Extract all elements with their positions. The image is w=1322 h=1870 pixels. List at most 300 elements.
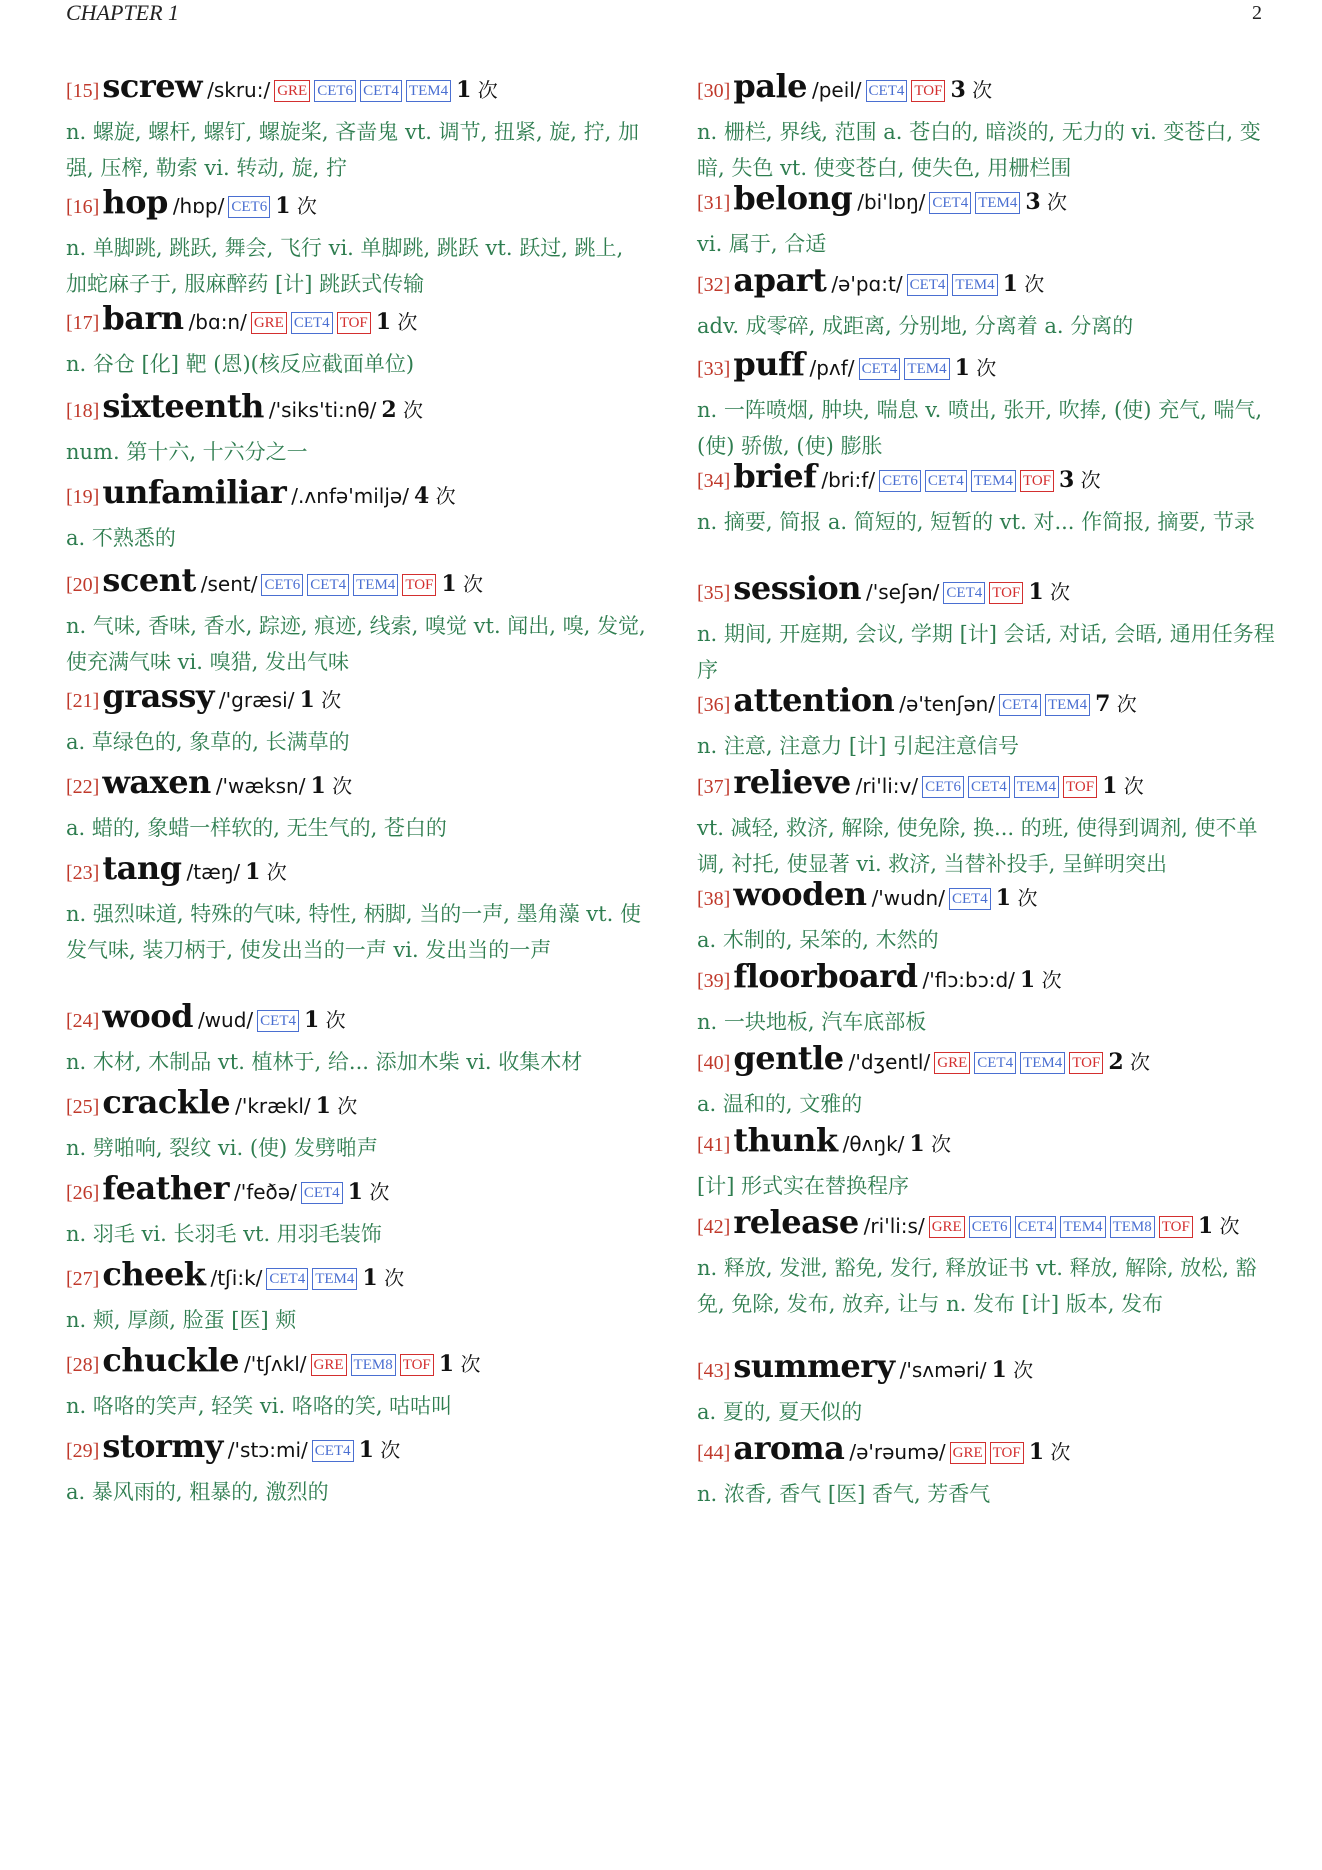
count-unit: 次 bbox=[456, 572, 484, 596]
word-entry bbox=[66, 846, 646, 968]
definition: n. 咯咯的笑声, 轻笑 vi. 咯咯的笑, 咕咕叫 bbox=[66, 1394, 453, 1418]
count-unit: 次 bbox=[1011, 886, 1038, 910]
entry-index: [43] bbox=[697, 1360, 731, 1382]
exam-tag: GRE bbox=[311, 1354, 347, 1376]
count-unit: 次 bbox=[1123, 1050, 1150, 1074]
headword: feather bbox=[102, 1169, 229, 1207]
exam-tag: TEM8 bbox=[1110, 1216, 1155, 1238]
count-number: 1 bbox=[375, 309, 392, 335]
word-entry bbox=[697, 258, 1277, 344]
occurrence-count bbox=[991, 1358, 1033, 1382]
phonetic: /bi'lɒŋ/ bbox=[857, 190, 926, 214]
entry-headline bbox=[697, 872, 1277, 922]
occurrence-count bbox=[996, 886, 1038, 910]
definition: vi. 属于, 合适 bbox=[697, 232, 827, 256]
count-number: 1 bbox=[245, 859, 261, 885]
word-entry bbox=[66, 994, 646, 1080]
word-entry bbox=[66, 64, 646, 186]
word-entry bbox=[697, 1344, 1277, 1430]
count-number: 3 bbox=[950, 77, 966, 103]
exam-tag: CET4 bbox=[1015, 1216, 1057, 1238]
count-number: 1 bbox=[347, 1179, 363, 1205]
exam-tag: TEM4 bbox=[971, 470, 1016, 492]
entry-index: [38] bbox=[697, 888, 731, 910]
occurrence-count bbox=[299, 688, 341, 712]
occurrence-count bbox=[310, 774, 352, 798]
entry-headline bbox=[697, 1036, 1277, 1086]
exam-tag: CET4 bbox=[999, 694, 1041, 716]
occurrence-count bbox=[359, 1438, 401, 1462]
headword: scent bbox=[102, 561, 196, 599]
count-unit: 次 bbox=[290, 194, 317, 218]
entry-index: [39] bbox=[697, 970, 731, 992]
headword: screw bbox=[102, 67, 203, 105]
occurrence-count bbox=[1198, 1214, 1240, 1238]
occurrence-count bbox=[1028, 580, 1070, 604]
entry-index: [21] bbox=[66, 690, 100, 712]
phonetic: /'flɔ:bɔ:d/ bbox=[922, 968, 1015, 992]
definition: n. 释放, 发泄, 豁免, 发行, 释放证书 vt. 释放, 解除, 放松, 豁免, 免除, 发布, 放弃, 让与 n. 发布 [计] 版本, 发布 bbox=[697, 1256, 1257, 1316]
headword: thunk bbox=[733, 1121, 838, 1159]
count-unit: 次 bbox=[373, 1438, 401, 1462]
entry-headline bbox=[697, 1200, 1277, 1250]
entry-headline bbox=[697, 566, 1277, 616]
count-number: 1 bbox=[310, 773, 326, 799]
entry-index: [19] bbox=[66, 486, 100, 508]
exam-tag: TEM4 bbox=[1060, 1216, 1105, 1238]
count-unit: 次 bbox=[1006, 1358, 1034, 1382]
exam-tag: TOF bbox=[400, 1354, 434, 1376]
exam-tag: CET6 bbox=[879, 470, 921, 492]
exam-tag: CET4 bbox=[907, 274, 949, 296]
word-entry bbox=[697, 954, 1277, 1040]
entry-headline bbox=[66, 1252, 646, 1302]
entry-headline bbox=[697, 454, 1277, 504]
word-entry bbox=[66, 1166, 646, 1252]
phonetic: /pʌf/ bbox=[809, 356, 855, 380]
occurrence-count bbox=[348, 1180, 390, 1204]
exam-tag: CET4 bbox=[291, 312, 333, 334]
entry-index: [18] bbox=[66, 400, 100, 422]
entry-index: [37] bbox=[697, 776, 731, 798]
definition: a. 夏的, 夏天似的 bbox=[697, 1400, 863, 1424]
phonetic: /ri'li:s/ bbox=[863, 1214, 925, 1238]
headword: waxen bbox=[102, 763, 211, 801]
definition: num. 第十六, 十六分之一 bbox=[66, 440, 308, 464]
count-number: 1 bbox=[275, 193, 291, 219]
headword: grassy bbox=[102, 677, 214, 715]
headword: hop bbox=[102, 183, 168, 221]
word-entry bbox=[66, 558, 646, 680]
occurrence-count bbox=[1059, 468, 1101, 492]
word-entry bbox=[697, 454, 1277, 540]
exam-tag: CET6 bbox=[922, 776, 964, 798]
count-unit: 次 bbox=[391, 310, 418, 334]
exam-tag: TOF bbox=[1063, 776, 1097, 798]
headword: cheek bbox=[102, 1255, 206, 1293]
exam-tag: TEM8 bbox=[351, 1354, 396, 1376]
count-unit: 次 bbox=[1117, 774, 1144, 798]
phonetic: /'stɔ:mi/ bbox=[227, 1438, 308, 1462]
count-unit: 次 bbox=[362, 1180, 390, 1204]
word-entry bbox=[697, 872, 1277, 958]
word-entry bbox=[66, 1252, 646, 1338]
phonetic: /'feðə/ bbox=[233, 1180, 297, 1204]
count-number: 1 bbox=[358, 1437, 374, 1463]
entry-index: [28] bbox=[66, 1354, 100, 1376]
entry-index: [35] bbox=[697, 582, 731, 604]
occurrence-count bbox=[1095, 692, 1137, 716]
count-number: 3 bbox=[1025, 189, 1041, 215]
count-number: 1 bbox=[1028, 579, 1044, 605]
entry-headline bbox=[66, 994, 646, 1044]
phonetic: /tæŋ/ bbox=[186, 860, 241, 884]
entry-headline bbox=[66, 846, 646, 896]
definition: n. 强烈味道, 特殊的气味, 特性, 柄脚, 当的一声, 墨角藻 vt. 使发气味, 装刀柄于, 使发出当的一声 vi. 发出当的一声 bbox=[66, 902, 641, 962]
entry-index: [34] bbox=[697, 470, 731, 492]
phonetic: /'sʌməri/ bbox=[899, 1358, 987, 1382]
word-entry bbox=[66, 1338, 646, 1424]
headword: barn bbox=[102, 299, 184, 337]
definition: a. 暴风雨的, 粗暴的, 激烈的 bbox=[66, 1480, 329, 1504]
exam-tag: CET4 bbox=[968, 776, 1010, 798]
word-entry bbox=[66, 470, 646, 556]
occurrence-count bbox=[439, 1352, 481, 1376]
exam-tag: TEM4 bbox=[1020, 1052, 1065, 1074]
count-number: 1 bbox=[299, 687, 315, 713]
phonetic: /'tʃʌkl/ bbox=[244, 1352, 307, 1376]
exam-tag: TOF bbox=[1159, 1216, 1193, 1238]
exam-tag: TEM4 bbox=[1014, 776, 1059, 798]
exam-tag: TOF bbox=[989, 582, 1023, 604]
running-head bbox=[66, 0, 1262, 26]
exam-tag: CET4 bbox=[266, 1268, 308, 1290]
entry-index: [30] bbox=[697, 80, 731, 102]
definition: n. 一阵喷烟, 肿块, 喘息 v. 喷出, 张开, 吹捧, (使) 充气, 喘气, (使) 骄傲, (使) 膨胀 bbox=[697, 398, 1263, 458]
exam-tag: GRE bbox=[251, 312, 287, 334]
entry-headline bbox=[697, 1344, 1277, 1394]
occurrence-count bbox=[316, 1094, 358, 1118]
occurrence-count bbox=[1102, 774, 1144, 798]
definition: n. 谷仓 [化] 靶 (恩)(核反应截面单位) bbox=[66, 352, 415, 376]
exam-tag: GRE bbox=[274, 80, 310, 102]
phonetic: /'græsi/ bbox=[218, 688, 295, 712]
definition: n. 期间, 开庭期, 会议, 学期 [计] 会话, 对话, 会晤, 通用任务程序 bbox=[697, 622, 1275, 682]
occurrence-count bbox=[950, 78, 992, 102]
count-number: 1 bbox=[441, 571, 457, 597]
phonetic: /'wæksn/ bbox=[215, 774, 306, 798]
entry-index: [22] bbox=[66, 776, 100, 798]
phonetic: /θʌŋk/ bbox=[842, 1132, 905, 1156]
count-number: 4 bbox=[413, 483, 430, 509]
count-unit: 次 bbox=[1017, 272, 1045, 296]
exam-tag: TEM4 bbox=[406, 80, 451, 102]
exam-tag: TOF bbox=[1020, 470, 1054, 492]
occurrence-count bbox=[1003, 272, 1045, 296]
entry-index: [16] bbox=[66, 196, 100, 218]
definition: n. 螺旋, 螺杆, 螺钉, 螺旋桨, 吝啬鬼 vt. 调节, 扭紧, 旋, 拧, 加强, 压榨, 勒索 vi. 转动, 旋, 拧 bbox=[66, 120, 640, 180]
entry-headline bbox=[66, 64, 646, 114]
definition: n. 浓香, 香气 [医] 香气, 芳香气 bbox=[697, 1482, 991, 1506]
entry-index: [40] bbox=[697, 1052, 731, 1074]
exam-tag: GRE bbox=[934, 1052, 970, 1074]
count-unit: 次 bbox=[429, 484, 456, 508]
headword: crackle bbox=[102, 1083, 231, 1121]
definition: adv. 成零碎, 成距离, 分别地, 分离着 a. 分离的 bbox=[697, 314, 1134, 338]
headword: summery bbox=[733, 1347, 895, 1385]
word-entry bbox=[697, 566, 1277, 688]
word-entry bbox=[66, 1424, 646, 1510]
word-entry bbox=[66, 180, 646, 302]
phonetic: /'siks'ti:nθ/ bbox=[268, 398, 377, 422]
count-number: 1 bbox=[1197, 1213, 1214, 1239]
exam-tag: CET4 bbox=[866, 80, 908, 102]
entry-headline bbox=[697, 760, 1277, 810]
count-number: 3 bbox=[1059, 467, 1075, 493]
count-number: 2 bbox=[381, 397, 397, 423]
word-entry bbox=[66, 674, 646, 760]
exam-tag: GRE bbox=[929, 1216, 965, 1238]
occurrence-count bbox=[441, 572, 483, 596]
exam-tag: TOF bbox=[337, 312, 371, 334]
headword: wood bbox=[102, 997, 193, 1035]
phonetic: /ri'li:v/ bbox=[855, 774, 919, 798]
exam-tag: CET6 bbox=[261, 574, 303, 596]
headword: pale bbox=[733, 67, 807, 105]
word-entry bbox=[697, 176, 1277, 262]
occurrence-count bbox=[1025, 190, 1067, 214]
occurrence-count bbox=[1020, 968, 1062, 992]
count-number: 1 bbox=[995, 885, 1012, 911]
exam-tag: GRE bbox=[950, 1442, 986, 1464]
exam-tag: CET4 bbox=[925, 470, 967, 492]
count-unit: 次 bbox=[1043, 580, 1070, 604]
count-unit: 次 bbox=[969, 356, 997, 380]
entry-headline bbox=[697, 954, 1277, 1004]
exam-tag: CET4 bbox=[312, 1440, 354, 1462]
word-entry bbox=[697, 1426, 1277, 1512]
entry-headline bbox=[697, 64, 1277, 114]
headword: puff bbox=[733, 345, 805, 383]
exam-tag: TOF bbox=[911, 80, 945, 102]
headword: chuckle bbox=[102, 1341, 240, 1379]
definition: n. 羽毛 vi. 长羽毛 vt. 用羽毛装饰 bbox=[66, 1222, 382, 1246]
count-number: 1 bbox=[1019, 967, 1036, 993]
phonetic: /'dʒentl/ bbox=[848, 1050, 931, 1074]
occurrence-count bbox=[245, 860, 287, 884]
definition: vt. 减轻, 救济, 解除, 使免除, 换... 的班, 使得到调剂, 使不单调, 衬托, 使显著 vi. 救济, 当替补投手, 呈鲜明突出 bbox=[697, 816, 1258, 876]
definition: a. 蜡的, 象蜡一样软的, 无生气的, 苍白的 bbox=[66, 816, 447, 840]
headword: attention bbox=[733, 681, 895, 719]
headword: wooden bbox=[733, 875, 867, 913]
entry-index: [44] bbox=[697, 1442, 731, 1464]
count-unit: 次 bbox=[396, 398, 424, 422]
occurrence-count bbox=[909, 1132, 951, 1156]
definition: n. 气味, 香味, 香水, 踪迹, 痕迹, 线索, 嗅觉 vt. 闻出, 嗅, 发觉, 使充满气味 vi. 嗅猎, 发出气味 bbox=[66, 614, 646, 674]
exam-tag: TOF bbox=[990, 1442, 1024, 1464]
occurrence-count bbox=[304, 1008, 346, 1032]
phonetic: /'wudn/ bbox=[871, 886, 945, 910]
entry-index: [24] bbox=[66, 1010, 100, 1032]
headword: tang bbox=[102, 849, 182, 887]
word-entry bbox=[697, 1200, 1277, 1322]
entry-index: [15] bbox=[66, 80, 100, 102]
entry-index: [27] bbox=[66, 1268, 100, 1290]
entry-headline bbox=[697, 342, 1277, 392]
count-unit: 次 bbox=[314, 688, 342, 712]
definition: a. 不熟悉的 bbox=[66, 526, 176, 550]
phonetic: /ə'pɑ:t/ bbox=[831, 272, 903, 296]
word-entry bbox=[66, 1080, 646, 1166]
entry-headline bbox=[697, 1118, 1277, 1168]
phonetic: /'krækl/ bbox=[235, 1094, 311, 1118]
exam-tag: TEM4 bbox=[312, 1268, 357, 1290]
entry-index: [25] bbox=[66, 1096, 100, 1118]
count-unit: 次 bbox=[377, 1266, 405, 1290]
count-number: 7 bbox=[1095, 691, 1111, 717]
definition: [计] 形式实在替换程序 bbox=[697, 1174, 910, 1198]
entry-index: [29] bbox=[66, 1440, 100, 1462]
entry-index: [42] bbox=[697, 1216, 731, 1238]
exam-tag: CET4 bbox=[859, 358, 901, 380]
headword: aroma bbox=[733, 1429, 845, 1467]
entry-index: [26] bbox=[66, 1182, 100, 1204]
occurrence-count bbox=[381, 398, 423, 422]
count-unit: 次 bbox=[924, 1132, 952, 1156]
exam-tag: TEM4 bbox=[1045, 694, 1090, 716]
definition: a. 温和的, 文雅的 bbox=[697, 1092, 863, 1116]
count-number: 1 bbox=[909, 1131, 925, 1157]
word-entry bbox=[697, 760, 1277, 882]
entry-headline bbox=[697, 258, 1277, 308]
occurrence-count bbox=[275, 194, 317, 218]
exam-tag: CET4 bbox=[257, 1010, 299, 1032]
headword: stormy bbox=[102, 1427, 223, 1465]
occurrence-count bbox=[456, 78, 498, 102]
headword: gentle bbox=[733, 1039, 844, 1077]
entry-headline bbox=[66, 674, 646, 724]
definition: a. 木制的, 呆笨的, 木然的 bbox=[697, 928, 939, 952]
definition: n. 注意, 注意力 [计] 引起注意信号 bbox=[697, 734, 1019, 758]
occurrence-count bbox=[376, 310, 418, 334]
phonetic: /hɒp/ bbox=[172, 194, 225, 218]
word-entry bbox=[697, 1118, 1277, 1204]
word-entry bbox=[697, 1036, 1277, 1122]
entry-headline bbox=[66, 558, 646, 608]
phonetic: /ə'rəumə/ bbox=[849, 1440, 946, 1464]
count-number: 1 bbox=[1102, 773, 1118, 799]
exam-tag: CET4 bbox=[307, 574, 349, 596]
entry-headline bbox=[66, 1338, 646, 1388]
entry-index: [23] bbox=[66, 862, 100, 884]
definition: n. 栅栏, 界线, 范围 a. 苍白的, 暗淡的, 无力的 vi. 变苍白, 变暗, 失色 vt. 使变苍白, 使失色, 用栅栏围 bbox=[697, 120, 1261, 180]
word-entry bbox=[697, 342, 1277, 464]
count-number: 1 bbox=[991, 1357, 1007, 1383]
headword: brief bbox=[733, 457, 817, 495]
count-number: 1 bbox=[304, 1007, 320, 1033]
entry-headline bbox=[66, 1166, 646, 1216]
exam-tag: TEM4 bbox=[353, 574, 398, 596]
exam-tag: CET4 bbox=[949, 888, 991, 910]
count-unit: 次 bbox=[260, 860, 287, 884]
entry-headline bbox=[66, 1080, 646, 1130]
count-number: 1 bbox=[456, 77, 472, 103]
phonetic: /skru:/ bbox=[207, 78, 271, 102]
entry-index: [32] bbox=[697, 274, 731, 296]
headword: relieve bbox=[733, 763, 851, 801]
count-number: 1 bbox=[315, 1093, 331, 1119]
occurrence-count bbox=[1029, 1440, 1071, 1464]
exam-tag: CET4 bbox=[360, 80, 402, 102]
phonetic: /sent/ bbox=[200, 572, 258, 596]
count-number: 2 bbox=[1108, 1049, 1124, 1075]
entry-headline bbox=[697, 678, 1277, 728]
entry-headline bbox=[66, 180, 646, 230]
word-entry bbox=[66, 296, 646, 382]
phonetic: /'seʃən/ bbox=[866, 580, 940, 604]
count-unit: 次 bbox=[454, 1352, 481, 1376]
word-entry bbox=[697, 678, 1277, 764]
headword: floorboard bbox=[733, 957, 918, 995]
exam-tag: CET6 bbox=[969, 1216, 1011, 1238]
word-entry bbox=[697, 64, 1277, 186]
headword: session bbox=[733, 569, 861, 607]
entry-headline bbox=[66, 1424, 646, 1474]
count-number: 1 bbox=[362, 1265, 378, 1291]
entry-index: [31] bbox=[697, 192, 731, 214]
entry-index: [36] bbox=[697, 694, 731, 716]
headword: belong bbox=[733, 179, 853, 217]
definition: n. 一块地板, 汽车底部板 bbox=[697, 1010, 927, 1034]
definition: n. 劈啪响, 裂纹 vi. (使) 发劈啪声 bbox=[66, 1136, 378, 1160]
page-number: 2 bbox=[1252, 2, 1262, 24]
headword: apart bbox=[733, 261, 827, 299]
exam-tag: TEM4 bbox=[975, 192, 1020, 214]
exam-tag: CET6 bbox=[314, 80, 356, 102]
headword: unfamiliar bbox=[102, 473, 287, 511]
entry-index: [17] bbox=[66, 312, 100, 334]
exam-tag: CET6 bbox=[228, 196, 270, 218]
count-unit: 次 bbox=[965, 78, 993, 102]
phonetic: /peil/ bbox=[811, 78, 862, 102]
exam-tag: CET4 bbox=[929, 192, 971, 214]
exam-tag: TOF bbox=[1069, 1052, 1103, 1074]
headword: sixteenth bbox=[102, 387, 264, 425]
word-entry bbox=[66, 760, 646, 846]
count-unit: 次 bbox=[330, 1094, 358, 1118]
entry-headline bbox=[66, 760, 646, 810]
phonetic: /.ʌnfə'miljə/ bbox=[291, 484, 409, 508]
entry-index: [33] bbox=[697, 358, 731, 380]
count-unit: 次 bbox=[1044, 1440, 1071, 1464]
count-number: 1 bbox=[438, 1351, 455, 1377]
entry-headline bbox=[66, 470, 646, 520]
count-unit: 次 bbox=[471, 78, 498, 102]
count-unit: 次 bbox=[1110, 692, 1137, 716]
word-entry bbox=[66, 384, 646, 470]
headword: release bbox=[733, 1203, 859, 1241]
count-unit: 次 bbox=[1213, 1214, 1240, 1238]
chapter-label: CHAPTER 1 bbox=[66, 0, 180, 25]
entry-headline bbox=[66, 384, 646, 434]
phonetic: /wud/ bbox=[197, 1008, 254, 1032]
entry-index: [41] bbox=[697, 1134, 731, 1156]
entry-headline bbox=[697, 1426, 1277, 1476]
count-number: 1 bbox=[954, 355, 970, 381]
exam-tag: TEM4 bbox=[904, 358, 949, 380]
definition: n. 摘要, 简报 a. 简短的, 短暂的 vt. 对... 作简报, 摘要, 节录 bbox=[697, 510, 1255, 534]
occurrence-count bbox=[362, 1266, 404, 1290]
